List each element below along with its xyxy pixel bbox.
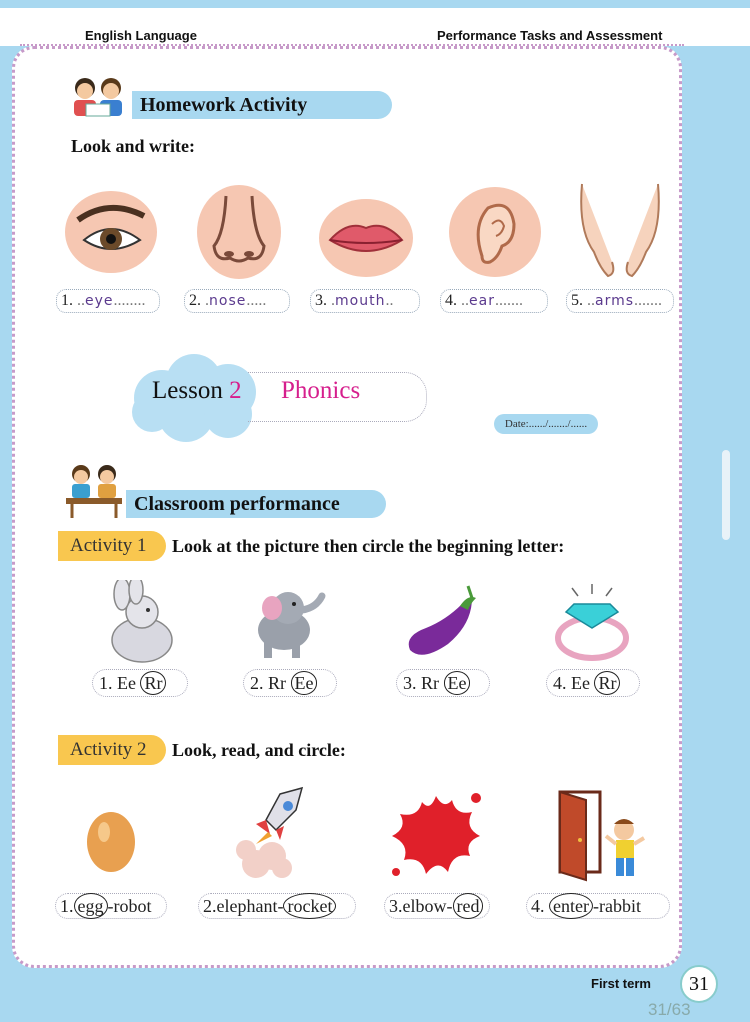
- word-option-circled[interactable]: enter: [549, 893, 593, 919]
- letter-option[interactable]: Ee: [117, 672, 136, 693]
- answer-box-4: 4. .. ear .......: [440, 289, 548, 313]
- activity-2-tag: Activity 2: [58, 735, 166, 765]
- word-group-4: 4. enter - rabbit: [526, 893, 670, 919]
- lesson-word: Lesson: [152, 377, 223, 404]
- scrollbar-thumb[interactable]: [722, 450, 730, 540]
- item-number: 4.: [553, 672, 567, 693]
- option-group-3: [396, 669, 490, 697]
- arms-icon: [572, 180, 668, 284]
- word-group-3: 3. elbow - red: [384, 893, 490, 919]
- page-header: [0, 0, 750, 46]
- letter-option-circled[interactable]: Rr: [140, 671, 166, 695]
- letter-option[interactable]: Rr: [421, 672, 439, 693]
- page-number: 31: [680, 965, 718, 1003]
- egg-icon: [84, 804, 138, 874]
- red-splash-icon: [386, 786, 486, 882]
- word-option-circled[interactable]: rocket: [283, 893, 336, 919]
- classroom-title: Classroom performance: [126, 490, 386, 518]
- item-number: 4.: [445, 292, 457, 309]
- letter-option[interactable]: Rr: [268, 672, 286, 693]
- answer-box-1: 1. .. eye ........: [56, 289, 160, 313]
- handwritten-answer: nose: [209, 293, 247, 309]
- rocket-icon: [226, 784, 316, 884]
- option-group-2: [243, 669, 337, 697]
- nose-icon: [196, 184, 282, 280]
- eye-icon: [64, 190, 158, 274]
- kids-at-desk-icon: [64, 462, 124, 520]
- option-group-4: [546, 669, 640, 697]
- item-number: 3.: [315, 292, 327, 309]
- activity-2-instruction: Look, read, and circle:: [172, 740, 346, 760]
- page-indicator: 31/63: [648, 1000, 691, 1019]
- answer-box-2: 2. . nose .....: [184, 289, 290, 313]
- word-option[interactable]: rabbit: [598, 895, 641, 916]
- subject-title: English Language: [85, 28, 197, 43]
- handwritten-answer: mouth: [335, 293, 386, 309]
- handwritten-answer: arms: [595, 293, 635, 309]
- letter-option-circled[interactable]: Rr: [594, 671, 620, 695]
- ring-icon: [552, 582, 632, 664]
- handwritten-answer: eye: [85, 293, 114, 309]
- lesson-number: 2: [229, 377, 242, 404]
- rabbit-icon: [96, 580, 182, 666]
- word-group-1: 1. egg - robot: [55, 893, 167, 919]
- elephant-icon: [248, 584, 328, 664]
- option-group-1: [92, 669, 188, 697]
- activity-1-tag: Activity 1: [58, 531, 166, 561]
- item-number: 3.: [403, 672, 417, 693]
- letter-option[interactable]: Ee: [571, 672, 590, 693]
- item-number: 1.: [99, 672, 113, 693]
- item-number: 3.: [389, 895, 403, 916]
- item-number: 1.: [60, 895, 74, 916]
- ear-icon: [448, 186, 542, 278]
- item-number: 2.: [203, 895, 217, 916]
- item-number: 1.: [61, 292, 73, 309]
- mouth-icon: [318, 198, 414, 278]
- enter-door-icon: [552, 788, 652, 886]
- word-option-circled[interactable]: egg: [74, 893, 108, 919]
- word-option-circled[interactable]: red: [453, 893, 484, 919]
- word-option[interactable]: elephant: [216, 895, 278, 916]
- word-option[interactable]: elbow: [402, 895, 447, 916]
- kids-reading-icon: [68, 74, 130, 122]
- eggplant-icon: [402, 584, 482, 662]
- handwritten-answer: ear: [469, 293, 495, 309]
- letter-option-circled[interactable]: Ee: [444, 671, 471, 695]
- item-number: 2.: [250, 672, 264, 693]
- lesson-label: [152, 377, 242, 405]
- homework-instruction: Look and write:: [71, 136, 196, 156]
- homework-title: Homework Activity: [132, 91, 392, 119]
- date-field: Date:....../......./......: [494, 414, 598, 434]
- word-group-2: 2. elephant - rocket: [198, 893, 356, 919]
- item-number: 4.: [531, 895, 545, 916]
- header-band: [0, 0, 750, 8]
- term-label: First term: [591, 976, 651, 991]
- item-number: 5.: [571, 292, 583, 309]
- word-option[interactable]: robot: [113, 895, 152, 916]
- lesson-topic: Phonics: [281, 377, 361, 404]
- activity-1-instruction: Look at the picture then circle the beginning letter:: [172, 536, 565, 556]
- letter-option-circled[interactable]: Ee: [291, 671, 318, 695]
- item-number: 2.: [189, 292, 201, 309]
- section-title: Performance Tasks and Assessment: [437, 28, 663, 43]
- answer-box-5: 5. .. arms .......: [566, 289, 674, 313]
- right-margin: [688, 46, 750, 968]
- answer-box-3: 3. . mouth ..: [310, 289, 420, 313]
